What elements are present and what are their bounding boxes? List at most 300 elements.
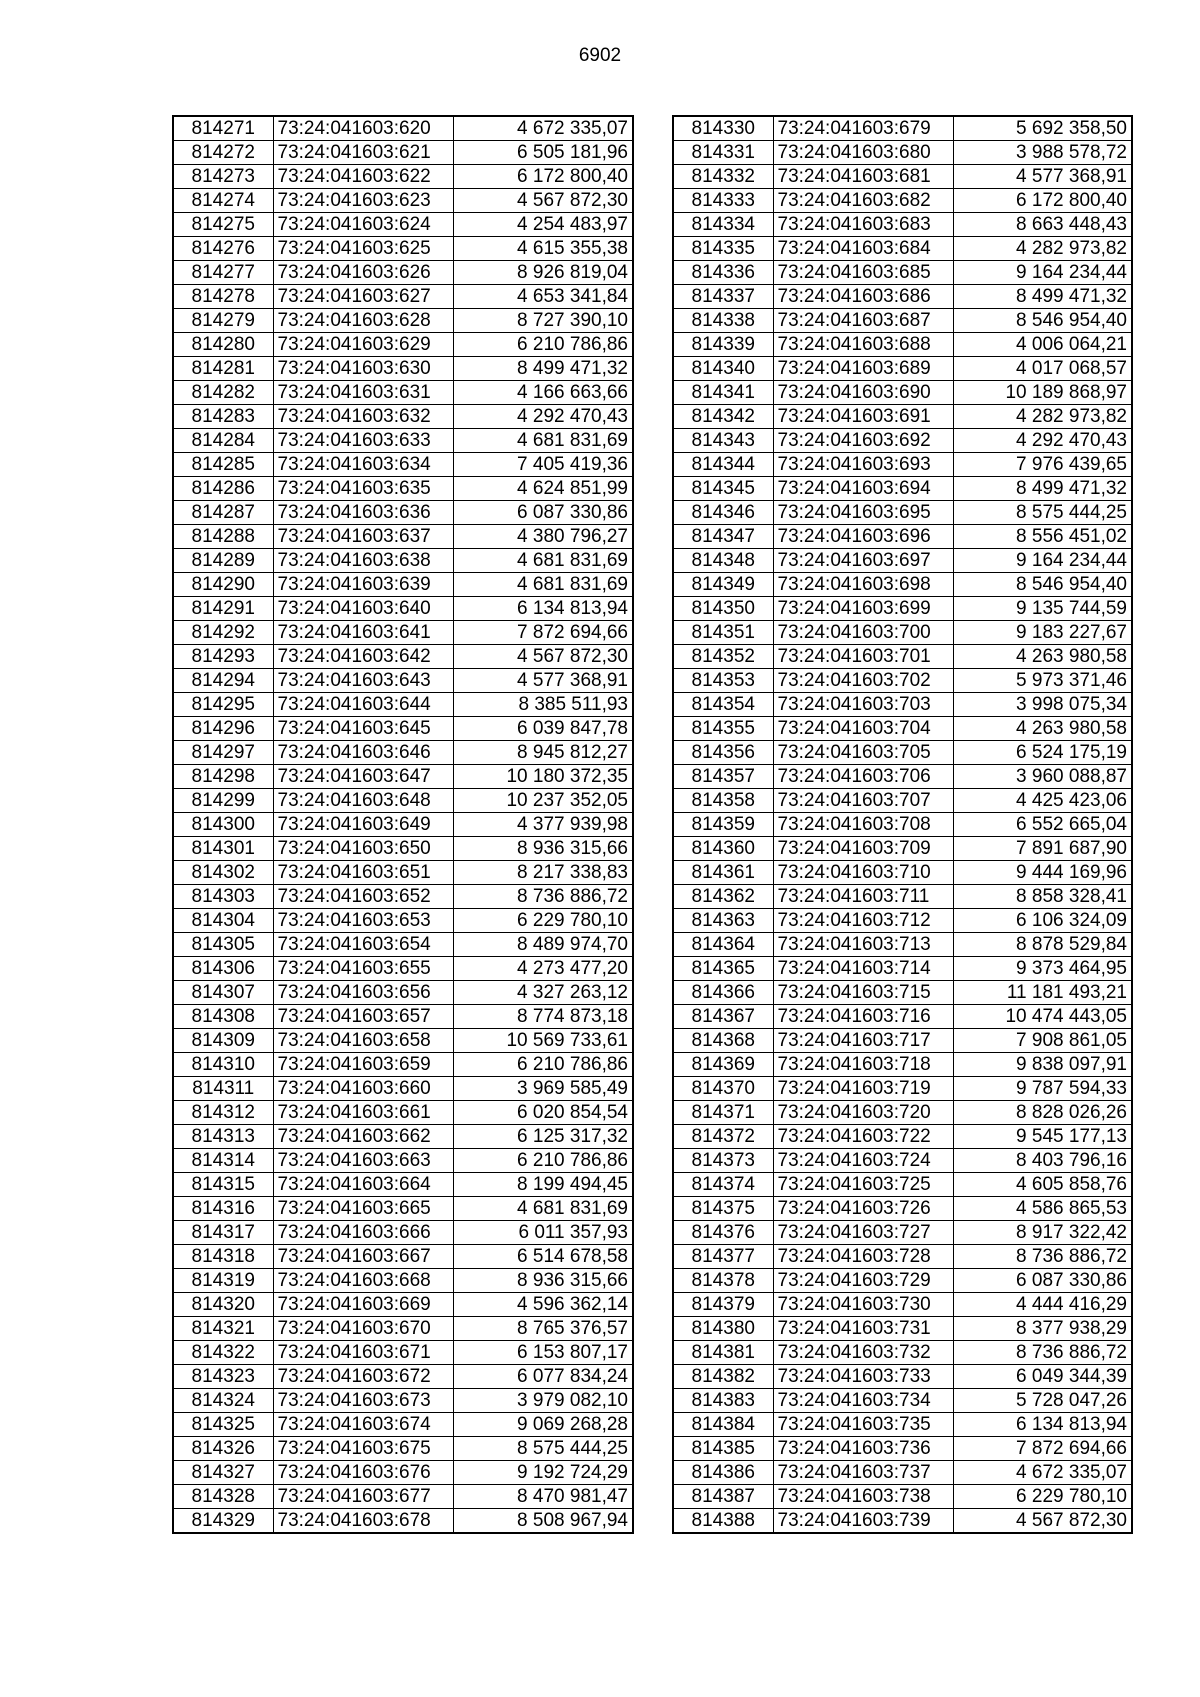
record-number-cell: 814287 [173, 501, 273, 525]
record-number-cell: 814349 [673, 573, 773, 597]
record-number-cell: 814388 [673, 1509, 773, 1534]
table-row [673, 261, 1132, 285]
cadastral-number-cell: 73:24:041603:739 [773, 1509, 953, 1534]
table-row [673, 477, 1132, 501]
cadastral-number-cell: 73:24:041603:700 [773, 621, 953, 645]
record-number-cell: 814282 [173, 381, 273, 405]
record-number-cell: 814277 [173, 261, 273, 285]
table-row [673, 165, 1132, 189]
value-cell: 8 936 315,66 [453, 837, 633, 861]
cadastral-number-cell: 73:24:041603:714 [773, 957, 953, 981]
record-number-cell: 814384 [673, 1413, 773, 1437]
value-cell: 4 254 483,97 [453, 213, 633, 237]
value-cell: 5 973 371,46 [953, 669, 1132, 693]
value-cell: 9 164 234,44 [953, 549, 1132, 573]
table-row [173, 1365, 633, 1389]
table-row [173, 1413, 633, 1437]
value-cell: 8 377 938,29 [953, 1317, 1132, 1341]
record-number-cell: 814359 [673, 813, 773, 837]
table-row [173, 261, 633, 285]
cadastral-number-cell: 73:24:041603:731 [773, 1317, 953, 1341]
record-number-cell: 814342 [673, 405, 773, 429]
value-cell: 8 499 471,32 [953, 477, 1132, 501]
cadastral-number-cell: 73:24:041603:728 [773, 1245, 953, 1269]
cadastral-number-cell: 73:24:041603:694 [773, 477, 953, 501]
cadastral-number-cell: 73:24:041603:674 [273, 1413, 453, 1437]
value-cell: 4 327 263,12 [453, 981, 633, 1005]
cadastral-number-cell: 73:24:041603:675 [273, 1437, 453, 1461]
record-number-cell: 814334 [673, 213, 773, 237]
table-row [173, 237, 633, 261]
cadastral-number-cell: 73:24:041603:701 [773, 645, 953, 669]
table-row [173, 1077, 633, 1101]
cadastral-number-cell: 73:24:041603:677 [273, 1485, 453, 1509]
record-number-cell: 814373 [673, 1149, 773, 1173]
table-row [173, 693, 633, 717]
value-cell: 7 405 419,36 [453, 453, 633, 477]
table-row [673, 1149, 1132, 1173]
value-cell: 4 292 470,43 [953, 429, 1132, 453]
value-cell: 8 499 471,32 [953, 285, 1132, 309]
cadastral-number-cell: 73:24:041603:705 [773, 741, 953, 765]
cadastral-number-cell: 73:24:041603:687 [773, 309, 953, 333]
record-number-cell: 814285 [173, 453, 273, 477]
table-row [673, 789, 1132, 813]
record-number-cell: 814316 [173, 1197, 273, 1221]
table-row [673, 765, 1132, 789]
table-row [173, 1509, 633, 1534]
record-number-cell: 814324 [173, 1389, 273, 1413]
value-cell: 8 727 390,10 [453, 309, 633, 333]
value-cell: 3 960 088,87 [953, 765, 1132, 789]
value-cell: 6 011 357,93 [453, 1221, 633, 1245]
table-right [672, 115, 1133, 1534]
value-cell: 8 736 886,72 [953, 1341, 1132, 1365]
cadastral-number-cell: 73:24:041603:736 [773, 1437, 953, 1461]
record-number-cell: 814325 [173, 1413, 273, 1437]
table-row [173, 501, 633, 525]
record-number-cell: 814381 [673, 1341, 773, 1365]
table-row [673, 285, 1132, 309]
record-number-cell: 814288 [173, 525, 273, 549]
record-number-cell: 814386 [673, 1461, 773, 1485]
value-cell: 10 237 352,05 [453, 789, 633, 813]
record-number-cell: 814271 [173, 116, 273, 141]
value-cell: 6 134 813,94 [953, 1413, 1132, 1437]
value-cell: 9 069 268,28 [453, 1413, 633, 1437]
table-row [673, 909, 1132, 933]
value-cell: 8 765 376,57 [453, 1317, 633, 1341]
cadastral-number-cell: 73:24:041603:706 [773, 765, 953, 789]
table-row [673, 1221, 1132, 1245]
table-row [173, 909, 633, 933]
table-row [173, 741, 633, 765]
record-number-cell: 814341 [673, 381, 773, 405]
record-number-cell: 814314 [173, 1149, 273, 1173]
table-row [173, 285, 633, 309]
record-number-cell: 814272 [173, 141, 273, 165]
cadastral-number-cell: 73:24:041603:643 [273, 669, 453, 693]
cadastral-number-cell: 73:24:041603:682 [773, 189, 953, 213]
cadastral-number-cell: 73:24:041603:652 [273, 885, 453, 909]
record-number-cell: 814383 [673, 1389, 773, 1413]
value-cell: 9 183 227,67 [953, 621, 1132, 645]
record-number-cell: 814292 [173, 621, 273, 645]
value-cell: 4 425 423,06 [953, 789, 1132, 813]
cadastral-number-cell: 73:24:041603:729 [773, 1269, 953, 1293]
cadastral-number-cell: 73:24:041603:655 [273, 957, 453, 981]
table-row [173, 1221, 633, 1245]
cadastral-number-cell: 73:24:041603:708 [773, 813, 953, 837]
cadastral-number-cell: 73:24:041603:661 [273, 1101, 453, 1125]
record-number-cell: 814319 [173, 1269, 273, 1293]
table-row [673, 1365, 1132, 1389]
table-row [173, 381, 633, 405]
cadastral-number-cell: 73:24:041603:732 [773, 1341, 953, 1365]
table-row [173, 357, 633, 381]
table-row [673, 429, 1132, 453]
record-number-cell: 814332 [673, 165, 773, 189]
value-cell: 10 189 868,97 [953, 381, 1132, 405]
value-cell: 4 380 796,27 [453, 525, 633, 549]
cadastral-number-cell: 73:24:041603:664 [273, 1173, 453, 1197]
record-number-cell: 814294 [173, 669, 273, 693]
value-cell: 9 444 169,96 [953, 861, 1132, 885]
record-number-cell: 814295 [173, 693, 273, 717]
record-number-cell: 814339 [673, 333, 773, 357]
value-cell: 4 017 068,57 [953, 357, 1132, 381]
value-cell: 3 979 082,10 [453, 1389, 633, 1413]
value-cell: 8 575 444,25 [453, 1437, 633, 1461]
value-cell: 6 552 665,04 [953, 813, 1132, 837]
cadastral-number-cell: 73:24:041603:626 [273, 261, 453, 285]
record-number-cell: 814293 [173, 645, 273, 669]
cadastral-number-cell: 73:24:041603:632 [273, 405, 453, 429]
value-cell: 3 998 075,34 [953, 693, 1132, 717]
cadastral-number-cell: 73:24:041603:654 [273, 933, 453, 957]
value-cell: 7 891 687,90 [953, 837, 1132, 861]
value-cell: 4 653 341,84 [453, 285, 633, 309]
record-number-cell: 814276 [173, 237, 273, 261]
value-cell: 8 575 444,25 [953, 501, 1132, 525]
record-number-cell: 814310 [173, 1053, 273, 1077]
record-number-cell: 814371 [673, 1101, 773, 1125]
table-row [173, 189, 633, 213]
value-cell: 8 470 981,47 [453, 1485, 633, 1509]
value-cell: 8 828 026,26 [953, 1101, 1132, 1125]
value-cell: 4 567 872,30 [953, 1509, 1132, 1534]
value-cell: 5 728 047,26 [953, 1389, 1132, 1413]
cadastral-number-cell: 73:24:041603:642 [273, 645, 453, 669]
table-row [173, 477, 633, 501]
table-row [673, 1461, 1132, 1485]
cadastral-number-cell: 73:24:041603:693 [773, 453, 953, 477]
cadastral-number-cell: 73:24:041603:690 [773, 381, 953, 405]
cadastral-number-cell: 73:24:041603:670 [273, 1317, 453, 1341]
record-number-cell: 814331 [673, 141, 773, 165]
table-row [173, 1173, 633, 1197]
cadastral-number-cell: 73:24:041603:713 [773, 933, 953, 957]
table-row [173, 309, 633, 333]
value-cell: 4 681 831,69 [453, 429, 633, 453]
cadastral-number-cell: 73:24:041603:691 [773, 405, 953, 429]
table-row [673, 1509, 1132, 1534]
value-cell: 10 180 372,35 [453, 765, 633, 789]
table-row [673, 597, 1132, 621]
cadastral-number-cell: 73:24:041603:719 [773, 1077, 953, 1101]
table-row [673, 333, 1132, 357]
cadastral-number-cell: 73:24:041603:735 [773, 1413, 953, 1437]
record-number-cell: 814333 [673, 189, 773, 213]
record-number-cell: 814289 [173, 549, 273, 573]
table-row [673, 573, 1132, 597]
table-row [673, 453, 1132, 477]
record-number-cell: 814338 [673, 309, 773, 333]
table-row [673, 237, 1132, 261]
value-cell: 4 681 831,69 [453, 573, 633, 597]
value-cell: 6 505 181,96 [453, 141, 633, 165]
record-number-cell: 814313 [173, 1125, 273, 1149]
value-cell: 8 774 873,18 [453, 1005, 633, 1029]
record-number-cell: 814278 [173, 285, 273, 309]
value-cell: 4 577 368,91 [453, 669, 633, 693]
cadastral-number-cell: 73:24:041603:676 [273, 1461, 453, 1485]
cadastral-number-cell: 73:24:041603:707 [773, 789, 953, 813]
cadastral-number-cell: 73:24:041603:679 [773, 116, 953, 141]
value-cell: 9 545 177,13 [953, 1125, 1132, 1149]
cadastral-number-cell: 73:24:041603:671 [273, 1341, 453, 1365]
table-row [173, 1461, 633, 1485]
table-row [673, 693, 1132, 717]
table-row [673, 357, 1132, 381]
table-row [673, 1029, 1132, 1053]
record-number-cell: 814306 [173, 957, 273, 981]
cadastral-number-cell: 73:24:041603:730 [773, 1293, 953, 1317]
table-row [173, 861, 633, 885]
cadastral-number-cell: 73:24:041603:725 [773, 1173, 953, 1197]
table-row [673, 525, 1132, 549]
table-row [673, 669, 1132, 693]
table-row [673, 1197, 1132, 1221]
table-row [673, 1173, 1132, 1197]
cadastral-number-cell: 73:24:041603:688 [773, 333, 953, 357]
table-row [173, 621, 633, 645]
cadastral-number-cell: 73:24:041603:651 [273, 861, 453, 885]
record-number-cell: 814360 [673, 837, 773, 861]
record-number-cell: 814351 [673, 621, 773, 645]
value-cell: 6 153 807,17 [453, 1341, 633, 1365]
cadastral-number-cell: 73:24:041603:656 [273, 981, 453, 1005]
table-row [673, 981, 1132, 1005]
table-row [673, 741, 1132, 765]
value-cell: 6 020 854,54 [453, 1101, 633, 1125]
cadastral-number-cell: 73:24:041603:717 [773, 1029, 953, 1053]
table-row [673, 213, 1132, 237]
cadastral-number-cell: 73:24:041603:629 [273, 333, 453, 357]
record-number-cell: 814327 [173, 1461, 273, 1485]
cadastral-number-cell: 73:24:041603:711 [773, 885, 953, 909]
table-row [173, 1125, 633, 1149]
value-cell: 4 605 858,76 [953, 1173, 1132, 1197]
record-number-cell: 814344 [673, 453, 773, 477]
value-cell: 7 976 439,65 [953, 453, 1132, 477]
table-row [673, 1005, 1132, 1029]
value-cell: 6 210 786,86 [453, 1053, 633, 1077]
cadastral-number-cell: 73:24:041603:738 [773, 1485, 953, 1509]
table-row [173, 885, 633, 909]
record-number-cell: 814363 [673, 909, 773, 933]
record-number-cell: 814279 [173, 309, 273, 333]
value-cell: 6 039 847,78 [453, 717, 633, 741]
table-row [173, 957, 633, 981]
cadastral-number-cell: 73:24:041603:662 [273, 1125, 453, 1149]
cadastral-number-cell: 73:24:041603:702 [773, 669, 953, 693]
value-cell: 5 692 358,50 [953, 116, 1132, 141]
record-number-cell: 814291 [173, 597, 273, 621]
table-row [673, 501, 1132, 525]
record-number-cell: 814296 [173, 717, 273, 741]
record-number-cell: 814340 [673, 357, 773, 381]
value-cell: 11 181 493,21 [953, 981, 1132, 1005]
record-number-cell: 814377 [673, 1245, 773, 1269]
table-row [673, 141, 1132, 165]
cadastral-number-cell: 73:24:041603:639 [273, 573, 453, 597]
table-row [673, 957, 1132, 981]
table-row [173, 1485, 633, 1509]
value-cell: 7 908 861,05 [953, 1029, 1132, 1053]
value-cell: 8 736 886,72 [953, 1245, 1132, 1269]
cadastral-number-cell: 73:24:041603:684 [773, 237, 953, 261]
cadastral-number-cell: 73:24:041603:672 [273, 1365, 453, 1389]
record-number-cell: 814280 [173, 333, 273, 357]
cadastral-number-cell: 73:24:041603:648 [273, 789, 453, 813]
record-number-cell: 814309 [173, 1029, 273, 1053]
cadastral-number-cell: 73:24:041603:633 [273, 429, 453, 453]
cadastral-number-cell: 73:24:041603:638 [273, 549, 453, 573]
table-row [173, 1197, 633, 1221]
cadastral-number-cell: 73:24:041603:712 [773, 909, 953, 933]
record-number-cell: 814275 [173, 213, 273, 237]
value-cell: 4 672 335,07 [953, 1461, 1132, 1485]
record-number-cell: 814328 [173, 1485, 273, 1509]
table-row [673, 1341, 1132, 1365]
value-cell: 6 125 317,32 [453, 1125, 633, 1149]
cadastral-number-cell: 73:24:041603:646 [273, 741, 453, 765]
table-row [173, 1029, 633, 1053]
value-cell: 3 988 578,72 [953, 141, 1132, 165]
value-cell: 3 969 585,49 [453, 1077, 633, 1101]
cadastral-number-cell: 73:24:041603:737 [773, 1461, 953, 1485]
table-row [673, 1317, 1132, 1341]
value-cell: 8 217 338,83 [453, 861, 633, 885]
table-row [173, 116, 633, 141]
record-number-cell: 814372 [673, 1125, 773, 1149]
value-cell: 9 164 234,44 [953, 261, 1132, 285]
value-cell: 6 210 786,86 [453, 333, 633, 357]
table-row [173, 717, 633, 741]
value-cell: 4 624 851,99 [453, 477, 633, 501]
table-row [173, 837, 633, 861]
table-row [173, 405, 633, 429]
record-number-cell: 814321 [173, 1317, 273, 1341]
value-cell: 6 106 324,09 [953, 909, 1132, 933]
value-cell: 6 210 786,86 [453, 1149, 633, 1173]
record-number-cell: 814361 [673, 861, 773, 885]
table-row [173, 645, 633, 669]
cadastral-number-cell: 73:24:041603:647 [273, 765, 453, 789]
value-cell: 10 569 733,61 [453, 1029, 633, 1053]
value-cell: 8 926 819,04 [453, 261, 633, 285]
table-row [673, 933, 1132, 957]
record-number-cell: 814303 [173, 885, 273, 909]
cadastral-number-cell: 73:24:041603:673 [273, 1389, 453, 1413]
table-row [673, 189, 1132, 213]
cadastral-number-cell: 73:24:041603:645 [273, 717, 453, 741]
value-cell: 9 838 097,91 [953, 1053, 1132, 1077]
value-cell: 6 087 330,86 [953, 1269, 1132, 1293]
value-cell: 6 172 800,40 [953, 189, 1132, 213]
cadastral-number-cell: 73:24:041603:724 [773, 1149, 953, 1173]
cadastral-number-cell: 73:24:041603:644 [273, 693, 453, 717]
record-number-cell: 814335 [673, 237, 773, 261]
record-number-cell: 814365 [673, 957, 773, 981]
value-cell: 7 872 694,66 [453, 621, 633, 645]
table-row [673, 645, 1132, 669]
table-row [173, 981, 633, 1005]
table-row [673, 1077, 1132, 1101]
value-cell: 6 172 800,40 [453, 165, 633, 189]
record-number-cell: 814385 [673, 1437, 773, 1461]
cadastral-number-cell: 73:24:041603:621 [273, 141, 453, 165]
table-row [673, 1269, 1132, 1293]
record-number-cell: 814343 [673, 429, 773, 453]
record-number-cell: 814350 [673, 597, 773, 621]
cadastral-number-cell: 73:24:041603:667 [273, 1245, 453, 1269]
value-cell: 6 514 678,58 [453, 1245, 633, 1269]
record-number-cell: 814376 [673, 1221, 773, 1245]
record-number-cell: 814317 [173, 1221, 273, 1245]
cadastral-number-cell: 73:24:041603:696 [773, 525, 953, 549]
record-number-cell: 814302 [173, 861, 273, 885]
cadastral-number-cell: 73:24:041603:636 [273, 501, 453, 525]
cadastral-number-cell: 73:24:041603:727 [773, 1221, 953, 1245]
cadastral-number-cell: 73:24:041603:657 [273, 1005, 453, 1029]
record-number-cell: 814364 [673, 933, 773, 957]
record-number-cell: 814301 [173, 837, 273, 861]
record-number-cell: 814337 [673, 285, 773, 309]
record-number-cell: 814320 [173, 1293, 273, 1317]
record-number-cell: 814362 [673, 885, 773, 909]
cadastral-number-cell: 73:24:041603:704 [773, 717, 953, 741]
table-row [173, 1149, 633, 1173]
cadastral-number-cell: 73:24:041603:692 [773, 429, 953, 453]
record-number-cell: 814318 [173, 1245, 273, 1269]
cadastral-number-cell: 73:24:041603:698 [773, 573, 953, 597]
table-row [673, 309, 1132, 333]
value-cell: 8 945 812,27 [453, 741, 633, 765]
value-cell: 6 229 780,10 [453, 909, 633, 933]
value-cell: 10 474 443,05 [953, 1005, 1132, 1029]
cadastral-number-cell: 73:24:041603:625 [273, 237, 453, 261]
cadastral-number-cell: 73:24:041603:658 [273, 1029, 453, 1053]
cadastral-number-cell: 73:24:041603:695 [773, 501, 953, 525]
table-row [173, 1389, 633, 1413]
value-cell: 4 377 939,98 [453, 813, 633, 837]
value-cell: 9 192 724,29 [453, 1461, 633, 1485]
value-cell: 8 556 451,02 [953, 525, 1132, 549]
table-row [173, 1101, 633, 1125]
record-number-cell: 814312 [173, 1101, 273, 1125]
